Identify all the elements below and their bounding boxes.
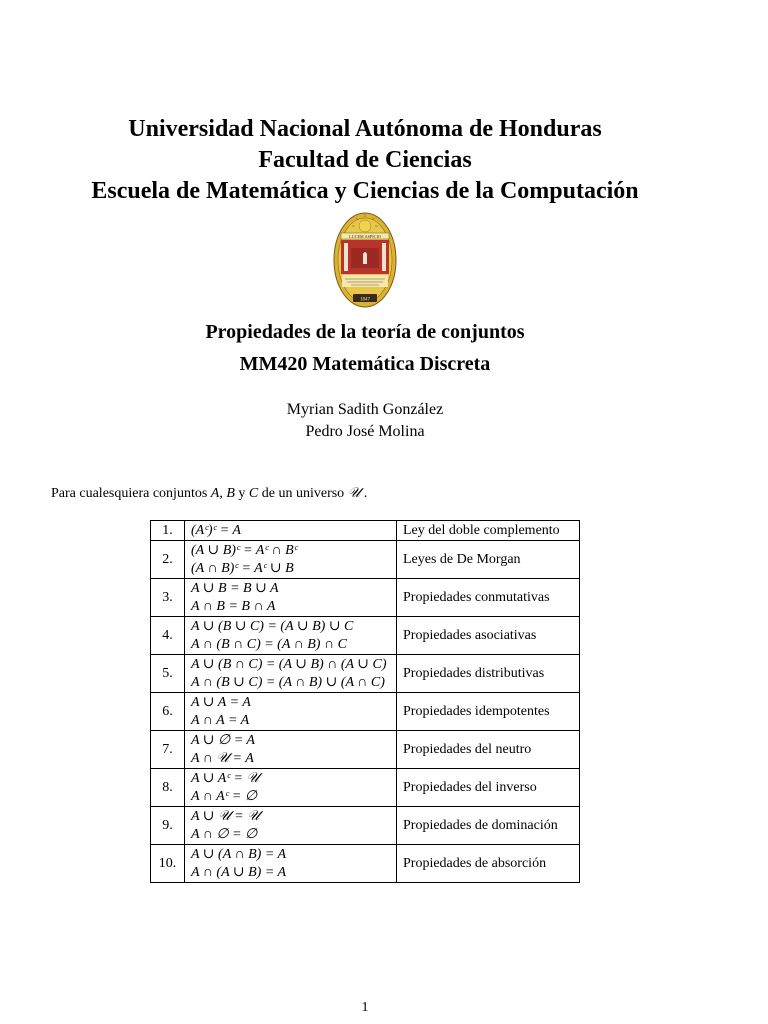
property-formula-cell <box>185 521 397 541</box>
intro-text: , <box>219 486 227 501</box>
table-row <box>151 693 580 731</box>
property-formula-cell <box>185 655 397 693</box>
property-number: 5. <box>151 655 185 693</box>
property-formula-cell <box>185 731 397 769</box>
property-number: 1. <box>151 521 185 541</box>
intro-text: Para cualesquiera conjuntos <box>51 486 211 501</box>
formula-line: (A ∪ B)ᶜ = Aᶜ ∩ Bᶜ <box>191 542 298 558</box>
universe-symbol: 𝒰 <box>347 486 361 501</box>
author-name: Pedro José Molina <box>305 423 425 440</box>
property-number: 4. <box>151 617 185 655</box>
formula-line: A ∩ (A ∪ B) = A <box>191 864 287 880</box>
table-row <box>151 655 580 693</box>
formula-line: A ∩ (B ∪ C) = (A ∩ B) ∪ (A ∩ C) <box>191 674 385 690</box>
property-name: Propiedades conmutativas <box>397 579 580 617</box>
formula-line: A ∪ (B ∪ C) = (A ∪ B) ∪ C <box>191 618 354 634</box>
formula-line: A ∪ A = A <box>191 694 251 710</box>
property-name: Propiedades del inverso <box>397 769 580 807</box>
property-number: 10. <box>151 845 185 883</box>
authors <box>0 399 730 443</box>
university-seal-icon <box>333 212 397 308</box>
document-subtitle <box>0 316 730 380</box>
table-row <box>151 617 580 655</box>
formula-line: A ∩ 𝒰 = A <box>191 750 254 766</box>
property-formula-cell <box>185 845 397 883</box>
formula-line: A ∪ 𝒰 = 𝒰 <box>191 808 260 824</box>
table-row <box>151 731 580 769</box>
formula-line: (Aᶜ)ᶜ = A <box>191 523 241 538</box>
table-row <box>151 521 580 541</box>
intro-text: de un universo <box>258 486 348 501</box>
formula-line: A ∩ A = A <box>191 712 250 728</box>
property-formula-cell <box>185 541 397 579</box>
formula-line: A ∪ (B ∩ C) = (A ∪ B) ∩ (A ∪ C) <box>191 656 387 672</box>
table-row <box>151 541 580 579</box>
property-number: 7. <box>151 731 185 769</box>
seal-motto: LUCEM ASPICIO <box>349 234 381 239</box>
school-name: Escuela de Matemática y Ciencias de la Computación <box>91 178 639 204</box>
property-name: Propiedades de absorción <box>397 845 580 883</box>
property-name: Propiedades de dominación <box>397 807 580 845</box>
faculty-name: Facultad de Ciencias <box>258 147 472 173</box>
page-number: 1 <box>361 1000 369 1015</box>
formula-line: A ∪ (A ∩ B) = A <box>191 846 287 862</box>
table-row <box>151 807 580 845</box>
formula-line: A ∪ Aᶜ = 𝒰 <box>191 770 260 786</box>
table-row <box>151 845 580 883</box>
property-number: 9. <box>151 807 185 845</box>
formula-line: A ∩ (B ∩ C) = (A ∩ B) ∩ C <box>191 636 347 652</box>
course-name: MM420 Matemática Discreta <box>239 353 491 375</box>
formula-line: A ∪ B = B ∪ A <box>191 580 279 596</box>
intro-paragraph <box>51 484 367 504</box>
table-row <box>151 579 580 617</box>
property-name: Propiedades idempotentes <box>397 693 580 731</box>
formula-line: A ∪ ∅ = A <box>191 732 255 748</box>
property-number: 6. <box>151 693 185 731</box>
author-name: Myrian Sadith González <box>286 401 444 418</box>
document-header <box>0 114 730 207</box>
property-name: Ley del doble complemento <box>397 521 580 541</box>
intro-text: y <box>234 486 249 501</box>
property-name: Propiedades asociativas <box>397 617 580 655</box>
set-symbol: C <box>248 486 259 501</box>
properties-table <box>150 520 580 883</box>
property-formula-cell <box>185 807 397 845</box>
formula-line: (A ∩ B)ᶜ = Aᶜ ∪ B <box>191 560 294 576</box>
property-name: Leyes de De Morgan <box>397 541 580 579</box>
formula-line: A ∩ ∅ = ∅ <box>191 826 258 842</box>
property-number: 8. <box>151 769 185 807</box>
intro-text: . <box>360 486 368 501</box>
property-name: Propiedades del neutro <box>397 731 580 769</box>
property-formula-cell <box>185 579 397 617</box>
property-number: 2. <box>151 541 185 579</box>
formula-line: A ∩ B = B ∩ A <box>191 598 276 614</box>
set-symbol: B <box>226 486 235 501</box>
set-symbol: A <box>210 486 220 501</box>
university-name: Universidad Nacional Autónoma de Honduras <box>128 116 602 142</box>
property-formula-cell <box>185 769 397 807</box>
property-name: Propiedades distributivas <box>397 655 580 693</box>
seal-year: 1847 <box>360 297 370 303</box>
property-formula-cell <box>185 693 397 731</box>
formula-line: A ∩ Aᶜ = ∅ <box>191 788 258 804</box>
table-row <box>151 769 580 807</box>
property-formula-cell <box>185 617 397 655</box>
property-number: 3. <box>151 579 185 617</box>
document-title: Propiedades de la teoría de conjuntos <box>205 321 525 343</box>
